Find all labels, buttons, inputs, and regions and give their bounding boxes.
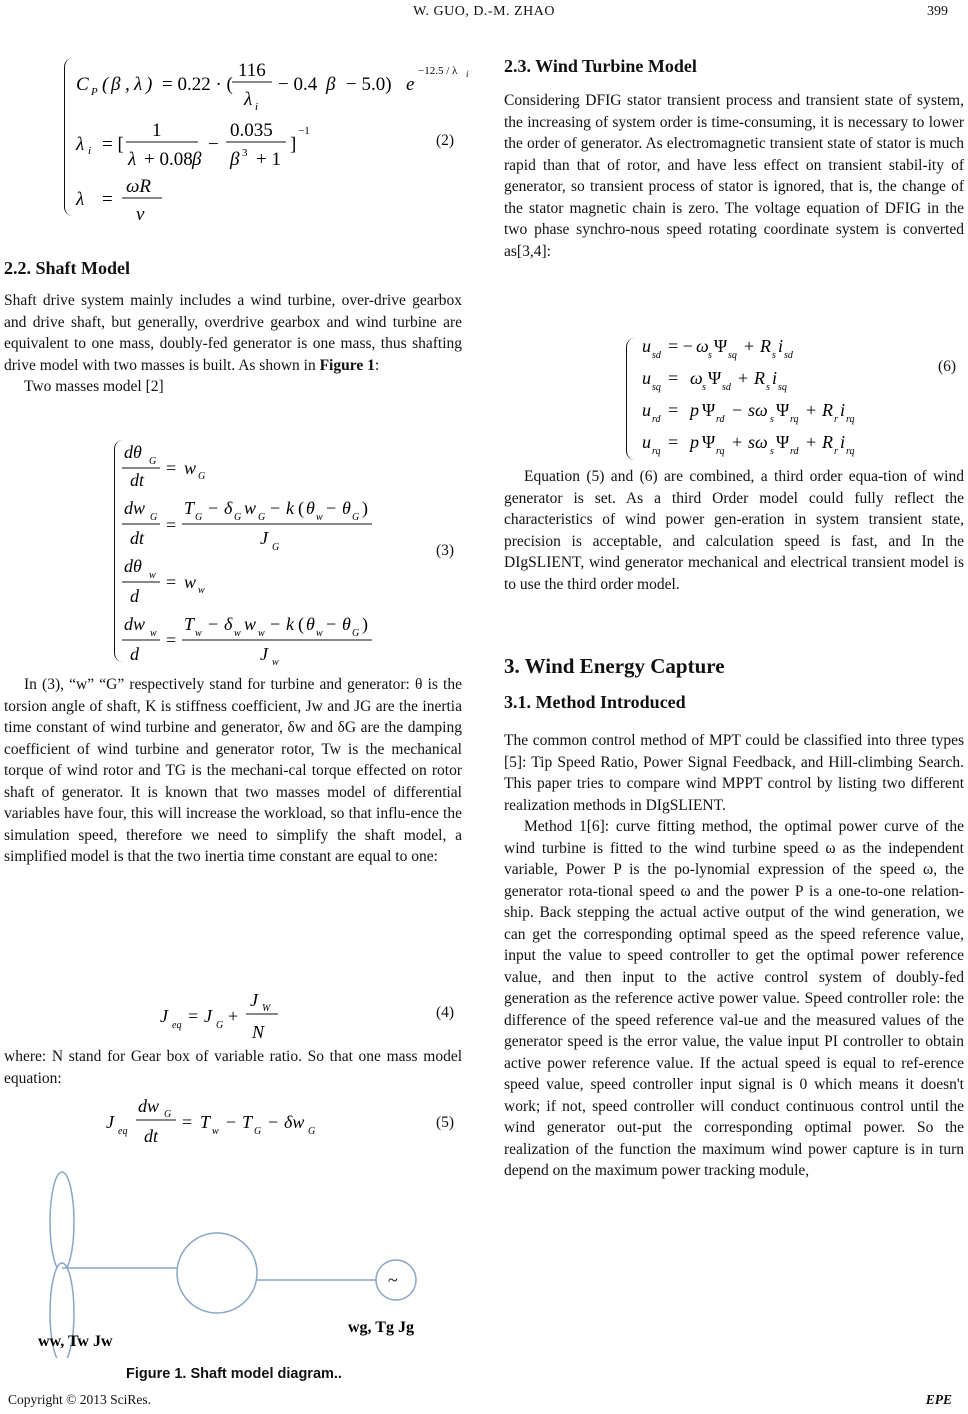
svg-text:β: β xyxy=(192,149,202,170)
generator-label: wg, Tg Jg xyxy=(348,1319,414,1336)
svg-text:Ψ: Ψ xyxy=(776,432,790,452)
svg-text:− 5.0): − 5.0) xyxy=(346,74,392,95)
svg-text:G: G xyxy=(216,1020,224,1031)
svg-text:w: w xyxy=(316,628,323,639)
svg-text:rq: rq xyxy=(652,446,661,457)
svg-text:G: G xyxy=(352,512,360,523)
gear-ratio-text: where: N stand for Gear box of variable ratio. So that one mass model equation: xyxy=(4,1048,462,1087)
svg-text:=: = xyxy=(182,1112,193,1132)
svg-text:): ) xyxy=(362,614,368,634)
svg-text:R: R xyxy=(822,400,833,420)
svg-text:1: 1 xyxy=(152,120,162,141)
svg-text:dw: dw xyxy=(124,498,146,518)
equation-5-number: (5) xyxy=(436,1114,455,1131)
svg-text:s: s xyxy=(772,350,776,361)
svg-text:=: = xyxy=(166,515,177,535)
svg-text:v: v xyxy=(136,204,145,225)
right-paragraph-1 xyxy=(504,90,964,262)
svg-text:G: G xyxy=(150,512,158,523)
generator-tilde: ~ xyxy=(388,1270,398,1290)
svg-text:β: β xyxy=(111,74,121,95)
svg-text:Ψ: Ψ xyxy=(702,400,716,420)
svg-text:,: , xyxy=(125,74,130,95)
equation-2-body xyxy=(70,50,470,225)
svg-text:P: P xyxy=(91,86,98,98)
svg-text:G: G xyxy=(258,512,266,523)
method-1-text: Method 1[6]: curve fitting method, the optimal power curve of the wind turbine is fitted to the wind turbine speed ω as the independent variable, Power P is the po-lynomial expression of the speed ω, the generator rota-tional speed ω and the power P is a one-to-one relation-ship. Back stepping the actual active output of the wind generation, we can get the corresponding optimal speed as the speed reference value, input the value to speed controller to get the optimal power reference value, and then input to the active control system of doubly-fed generation as the reference active power value. Speed controller role: the difference of the speed reference val-ue and the measured values of the generator speed is the error value, the value input PI controller to obtain active power reference value. If the actual speed is equal to ref-erence speed value, speed controller input signal is 0 which means it doesn't work; if not, speed controller will conduct continuous control until the wind generator out-put the corresponding optimal power. So the realization of the function the maximum wind power capture is in turn depend on the maximum power tracking module, xyxy=(504,818,964,1179)
svg-text:+: + xyxy=(738,368,749,388)
two-masses-label: Two masses model [2] xyxy=(24,378,164,395)
svg-text:eq: eq xyxy=(172,1020,182,1031)
svg-text:+ 1: + 1 xyxy=(256,149,281,170)
figure-1-ref[interactable]: Figure 1 xyxy=(319,356,375,374)
section-3-title: 3. Wind Energy Capture xyxy=(504,654,725,678)
svg-text:=: = xyxy=(166,630,177,650)
left-paragraph-1 xyxy=(4,290,462,398)
svg-text:sd: sd xyxy=(652,350,661,361)
svg-text:u: u xyxy=(642,432,651,452)
figure-1-caption: Figure 1. Shaft model diagram.. xyxy=(126,1366,342,1382)
svg-text:=: = xyxy=(668,400,679,420)
svg-text:Ψ: Ψ xyxy=(776,400,790,420)
svg-text:−: − xyxy=(270,614,281,634)
svg-text:w: w xyxy=(149,570,156,581)
svg-text:−: − xyxy=(226,1112,237,1132)
svg-text:G: G xyxy=(149,456,157,467)
svg-text:]: ] xyxy=(290,134,297,155)
svg-text:dw: dw xyxy=(124,614,146,634)
svg-text:−: − xyxy=(326,498,337,518)
svg-text:=: = xyxy=(668,432,679,452)
svg-text:rd: rd xyxy=(716,414,725,425)
svg-text:ω: ω xyxy=(696,336,709,356)
figure-1 xyxy=(30,1168,450,1358)
svg-text:= −: = − xyxy=(668,336,693,356)
svg-text:sq: sq xyxy=(728,350,737,361)
svg-text:θ: θ xyxy=(306,498,315,518)
svg-text:T: T xyxy=(184,498,195,518)
equation-6-number: (6) xyxy=(938,358,957,375)
svg-text:ω: ω xyxy=(690,368,703,388)
svg-text:s: s xyxy=(770,414,774,425)
variable-explanation: In (3), “w” “G” respectively stand for turbine and generator: θ is the torsion angle of shaft, K is stiffness coefficient, Jw and JG are the inertia time constant of wind turbine and generator, δw and δG are the damping coefficient of wind turbine and generator rotor, Tw is the mechanical torque of wind rotor and TG is the mechani-cal torque effected on rotor shaft of generator. It is known that two masses model of differential variables have four, this will increase the workload, so that influ-ence the simulation speed, therefore we need to simplify the shaft model, a simplified model is that the two inertia time constant are equal to one: xyxy=(4,676,462,865)
svg-text:i: i xyxy=(778,336,784,356)
svg-text:T: T xyxy=(242,1112,253,1132)
svg-text:w: w xyxy=(258,628,265,639)
svg-text:−: − xyxy=(208,498,219,518)
svg-text:−: − xyxy=(732,400,743,420)
third-order-model-text: Equation (5) and (6) are combined, a third order equa-tion of wind generator is set. As a third Order model could fully reflect the characteristics of wind power gen-eration in system transient state, precision is acceptable, and calculation speed is fast, and In the DIgSLIENT, wind generator mechanical and electrical transient model is to use the third order model. xyxy=(504,468,964,593)
svg-text:r: r xyxy=(834,446,838,457)
svg-text:eq: eq xyxy=(118,1126,128,1137)
svg-text:i: i xyxy=(255,101,259,113)
svg-text:w: w xyxy=(184,572,197,592)
svg-text:+: + xyxy=(744,336,755,356)
svg-text:w: w xyxy=(272,657,279,666)
svg-text:G: G xyxy=(352,628,360,639)
turbine-label: ww, Tw Jw xyxy=(38,1333,113,1350)
svg-text:sd: sd xyxy=(784,350,793,361)
svg-text:λ: λ xyxy=(76,134,85,155)
svg-text:p: p xyxy=(690,432,699,452)
svg-text:i: i xyxy=(772,368,778,388)
svg-text:s: s xyxy=(770,446,774,457)
svg-text:J: J xyxy=(160,1006,168,1026)
svg-text:(: ( xyxy=(298,498,304,518)
svg-text:−: − xyxy=(268,1112,279,1132)
svg-text:i: i xyxy=(840,432,846,452)
left-paragraph-3 xyxy=(4,1046,462,1089)
svg-text:dθ: dθ xyxy=(124,442,142,462)
svg-text:W: W xyxy=(262,1003,271,1014)
svg-text:k: k xyxy=(286,614,294,634)
svg-text:s: s xyxy=(702,382,706,393)
svg-text:=: = xyxy=(166,572,177,592)
svg-text:ωR: ωR xyxy=(126,176,152,197)
svg-text:r: r xyxy=(834,414,838,425)
section-2-2-title: 2.2. Shaft Model xyxy=(4,258,130,278)
svg-text:dw: dw xyxy=(138,1096,160,1116)
svg-text:θ: θ xyxy=(342,614,351,634)
svg-text:C: C xyxy=(76,74,89,95)
svg-text:sω: sω xyxy=(748,400,768,420)
svg-text:3: 3 xyxy=(242,147,248,159)
svg-text:u: u xyxy=(642,368,651,388)
svg-text:i: i xyxy=(88,145,92,157)
svg-text:sω: sω xyxy=(748,432,768,452)
svg-text:sq: sq xyxy=(652,382,661,393)
svg-text:Ψ: Ψ xyxy=(714,336,728,356)
svg-text:=: = xyxy=(188,1006,199,1026)
svg-text:): ) xyxy=(146,74,153,95)
svg-text:s: s xyxy=(766,382,770,393)
svg-text:T: T xyxy=(184,614,195,634)
svg-text:d: d xyxy=(130,644,139,664)
svg-text:u: u xyxy=(642,336,651,356)
svg-text:s: s xyxy=(708,350,712,361)
svg-text:J: J xyxy=(204,1006,212,1026)
svg-text:=: = xyxy=(166,458,177,478)
svg-text:+: + xyxy=(806,400,817,420)
svg-text:(: ( xyxy=(102,74,109,95)
svg-text:λ: λ xyxy=(134,74,143,95)
svg-text:−: − xyxy=(208,614,219,634)
svg-text:J: J xyxy=(260,528,268,548)
svg-text:k: k xyxy=(286,498,294,518)
svg-text:w: w xyxy=(316,512,323,523)
equation-4-body xyxy=(156,986,296,1046)
equation-5-body xyxy=(102,1094,322,1154)
section-2-3-title: 2.3. Wind Turbine Model xyxy=(504,56,697,76)
svg-text:λ: λ xyxy=(76,189,85,210)
svg-text:dt: dt xyxy=(144,1126,159,1146)
equation-6-body xyxy=(634,330,894,466)
svg-text:G: G xyxy=(272,542,280,553)
svg-text:rd: rd xyxy=(790,446,799,457)
svg-text:θ: θ xyxy=(342,498,351,518)
svg-text:0.035: 0.035 xyxy=(230,120,273,141)
svg-text:J: J xyxy=(250,990,258,1010)
shaft-model-text: Shaft drive system mainly includes a wind turbine, over-drive gearbox and drive shaft, but generally, overdrive gearbox and wind turbine are equivalent to one mass, doubly-fed generator is one mass, thus shafting drive model with two masses is built. As shown in xyxy=(4,292,462,374)
svg-text:λ: λ xyxy=(128,149,137,170)
svg-text:w: w xyxy=(244,498,257,518)
svg-text:+: + xyxy=(228,1006,239,1026)
svg-text:Ψ: Ψ xyxy=(708,368,722,388)
svg-text:δ: δ xyxy=(224,614,233,634)
svg-text:u: u xyxy=(642,400,651,420)
svg-text:G: G xyxy=(195,512,203,523)
svg-text:dt: dt xyxy=(130,470,145,490)
svg-text:+ 0.08: + 0.08 xyxy=(144,149,193,170)
svg-text:T: T xyxy=(200,1112,211,1132)
svg-text:w: w xyxy=(184,458,197,478)
svg-text:G: G xyxy=(164,1109,172,1120)
svg-text:G: G xyxy=(308,1126,316,1137)
svg-text:−: − xyxy=(208,134,219,155)
svg-text:): ) xyxy=(362,498,368,518)
mpt-methods-text: The common control method of MPT could be classified into three types [5]: Tip Speed Ratio, Power Signal Feedback, and Hill-climbing Search. This paper tries to compare wind MPPT control by listing two different realization methods in DIgSLIENT. xyxy=(504,732,964,814)
svg-text:p: p xyxy=(690,400,699,420)
svg-text:β: β xyxy=(326,74,336,95)
left-paragraph-2 xyxy=(4,674,462,868)
svg-text:−12.5 / λ: −12.5 / λ xyxy=(418,65,458,77)
svg-text:w: w xyxy=(244,614,257,634)
svg-text:w: w xyxy=(234,628,241,639)
svg-text:dθ: dθ xyxy=(124,556,142,576)
svg-text:w: w xyxy=(195,628,202,639)
shaft-model-diagram xyxy=(30,1168,450,1358)
svg-text:116: 116 xyxy=(238,60,266,81)
turbine-blade-top xyxy=(50,1172,74,1272)
svg-text:rq: rq xyxy=(846,414,855,425)
svg-text:G: G xyxy=(254,1126,262,1137)
svg-text:rq: rq xyxy=(790,414,799,425)
svg-text:+: + xyxy=(806,432,817,452)
right-paragraph-2 xyxy=(504,466,964,595)
svg-text:J: J xyxy=(260,644,268,664)
equation-3-number: (3) xyxy=(436,542,455,559)
equation-4-number: (4) xyxy=(436,1004,455,1021)
svg-text:θ: θ xyxy=(306,614,315,634)
svg-text:λ: λ xyxy=(244,89,253,110)
svg-text:δw: δw xyxy=(284,1112,305,1132)
svg-text:sd: sd xyxy=(722,382,731,393)
copyright: Copyright © 2013 SciRes. xyxy=(8,1392,152,1407)
svg-text:=: = xyxy=(102,189,113,210)
svg-text:−: − xyxy=(270,498,281,518)
svg-text:= 0.22 · (: = 0.22 · ( xyxy=(162,74,233,95)
svg-text:= [: = [ xyxy=(102,134,124,155)
svg-text:w: w xyxy=(198,585,205,596)
svg-text:δ: δ xyxy=(224,498,233,518)
gearbox-mass xyxy=(177,1233,257,1313)
svg-text:R: R xyxy=(754,368,765,388)
right-paragraph-3 xyxy=(504,730,964,1182)
svg-text:−1: −1 xyxy=(298,125,310,137)
svg-text:−: − xyxy=(326,614,337,634)
section-3-1-title: 3.1. Method Introduced xyxy=(504,692,686,712)
svg-text:rq: rq xyxy=(716,446,725,457)
svg-text:rd: rd xyxy=(652,414,661,425)
running-header: W. GUO, D.-M. ZHAO xyxy=(413,4,555,19)
svg-text:N: N xyxy=(252,1022,265,1042)
svg-text:− 0.4: − 0.4 xyxy=(278,74,318,95)
svg-text:sq: sq xyxy=(778,382,787,393)
svg-text:rq: rq xyxy=(846,446,855,457)
svg-text:i: i xyxy=(466,69,469,79)
svg-text:+: + xyxy=(732,432,743,452)
journal-abbrev: EPE xyxy=(925,1392,952,1407)
equation-3-body xyxy=(120,436,420,666)
svg-text:Ψ: Ψ xyxy=(702,432,716,452)
svg-text:dt: dt xyxy=(130,528,145,548)
colon: : xyxy=(374,356,380,374)
svg-text:e: e xyxy=(406,74,415,95)
svg-text:R: R xyxy=(822,432,833,452)
svg-text:G: G xyxy=(234,512,242,523)
svg-text:(: ( xyxy=(298,614,304,634)
svg-text:i: i xyxy=(840,400,846,420)
svg-text:w: w xyxy=(150,628,157,639)
svg-text:w: w xyxy=(212,1126,219,1137)
page-number: 399 xyxy=(927,4,948,19)
svg-text:G: G xyxy=(198,471,206,482)
equation-2-number: (2) xyxy=(436,132,455,149)
svg-text:=: = xyxy=(668,368,679,388)
stator-transient-text: Considering DFIG stator transient process and transient state of system, the increasing of system order is time-consuming, it is necessary to lower the order of generator. As electromagnetic transient state of stator is much rapid than that of rotor, and have less effect on transient stabil-ity of generator, so transient process of stator is ignored, that is, the change of the stator magnetic chain is zero. The voltage equation of DFIG in the two phase synchro-nous speed rotating coordinate system is converted as[3,4]: xyxy=(504,92,964,260)
svg-text:d: d xyxy=(130,586,139,606)
svg-text:R: R xyxy=(760,336,771,356)
svg-text:β: β xyxy=(230,149,240,170)
svg-text:J: J xyxy=(106,1112,114,1132)
